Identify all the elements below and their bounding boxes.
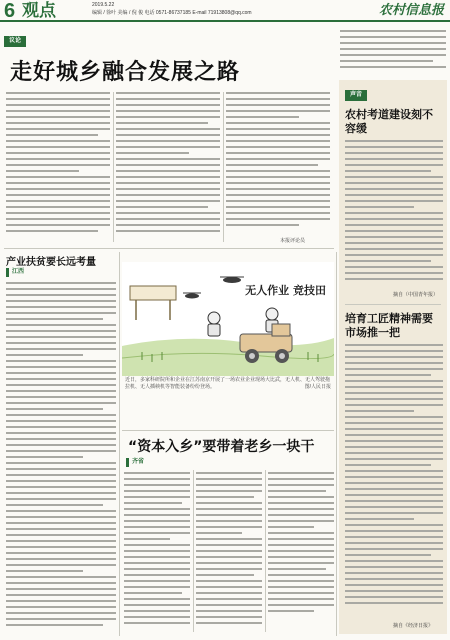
left-story-byline: 江西 — [6, 268, 24, 277]
issue-date: 2019.5.22 — [92, 2, 115, 8]
top-story-col3 — [226, 92, 330, 244]
cartoon-title: 无人作业 竞技田 — [245, 284, 326, 297]
cartoon-credit: 图/人民日报 — [304, 384, 331, 390]
cartoon-caption-text: 近日，多家科研院所和企业在江苏南京开展了一场农业企业现场大比武，无人机、无人驾驶拖拉机、无人插秧机等智能装备纷纷登场。 — [125, 377, 331, 390]
top-story-col4 — [340, 30, 446, 74]
lower-story-col3 — [268, 472, 334, 632]
sidebar-article1-byline: 摘自（中国青年报） — [393, 292, 439, 298]
lower-story-col2 — [196, 472, 262, 632]
cartoon-drawing — [122, 262, 334, 376]
sidebar-article2-body — [345, 344, 443, 620]
sidebar-article2-headline: 培育工匠精神需要市场推一把 — [345, 312, 433, 339]
page-number: 6 — [4, 0, 16, 22]
top-story-byline: 本报评论员 — [280, 238, 306, 244]
lower-story-tag: 齐省 — [126, 458, 144, 467]
newspaper-name: 农村信息报 — [378, 3, 444, 18]
editor-contact: 编辑 / 徐叶 美编 / 倪 俊 电话 0571-86737185 E-mail 71913808@qq.com — [92, 10, 252, 16]
top-story-col2 — [116, 92, 220, 244]
section-name: 观点 — [22, 1, 56, 20]
sidebar-article1-body — [345, 140, 443, 290]
sidebar-article1-headline: 农村考道建设刻不容缓 — [345, 108, 433, 135]
left-story-body — [6, 282, 116, 630]
top-story-tag: 议论 — [4, 36, 26, 47]
left-story-headline: 产业扶贫要长远考量 — [6, 257, 96, 268]
masthead — [0, 0, 450, 22]
lower-story-col1 — [124, 472, 190, 632]
voices-sidebar — [339, 80, 447, 634]
top-story-col1 — [6, 92, 110, 244]
top-story-headline: 走好城乡融合发展之路 — [10, 60, 241, 85]
sidebar-tag: 声音 — [345, 90, 367, 101]
sidebar-article2-byline: 摘自《经济日报》 — [393, 623, 434, 629]
cartoon-illustration — [122, 262, 334, 376]
lower-story-headline: “资本入乡”要带着老乡一块干 — [128, 439, 315, 455]
cartoon-caption — [125, 377, 331, 391]
